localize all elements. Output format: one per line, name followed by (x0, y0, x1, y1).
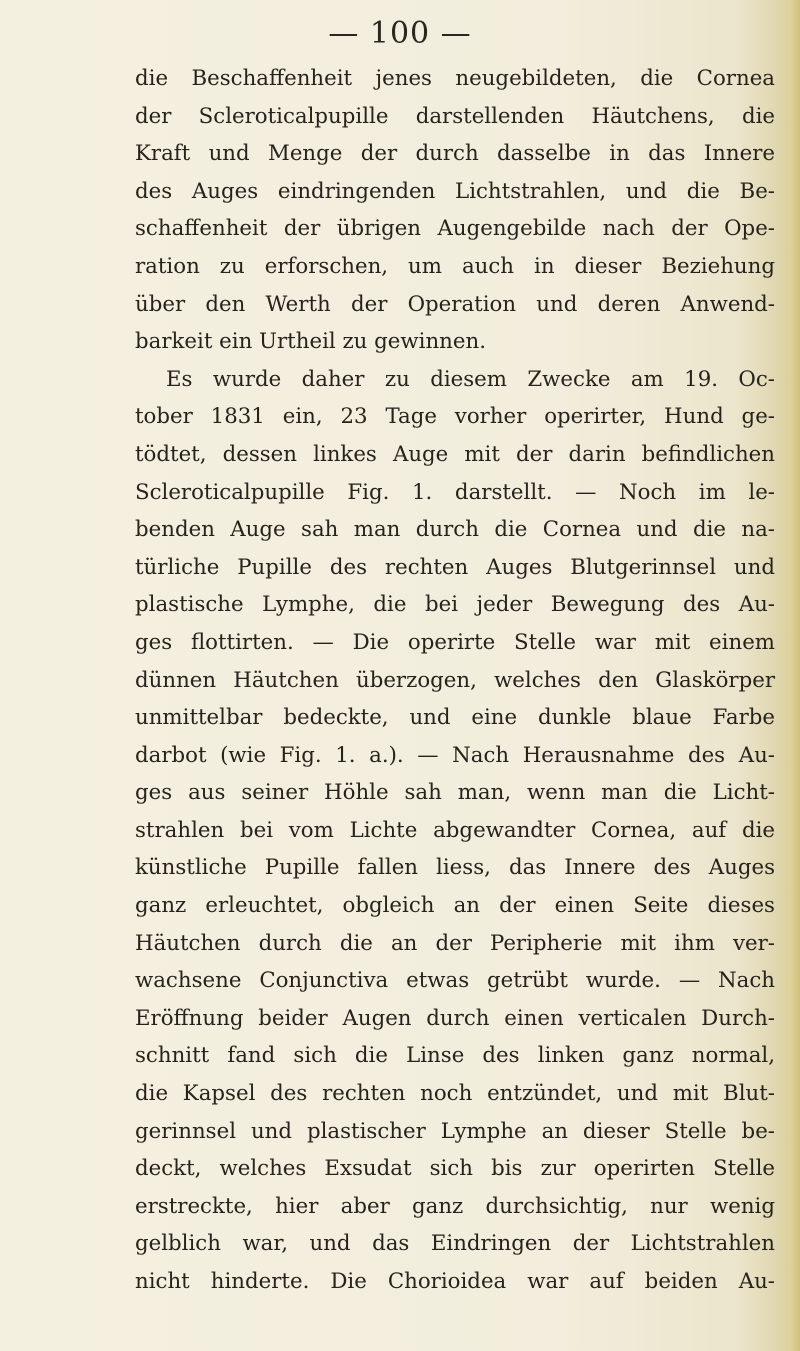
text-line: ganz erleuchtet, obgleich an der einen Seite dieses (135, 893, 775, 919)
text-line: tober 1831 ein, 23 Tage vorher operirter, Hund ge- (135, 404, 775, 430)
text-line: Eröffnung beider Augen durch einen verticalen Durch- (135, 1005, 775, 1031)
text-line: des Auges eindringenden Lichtstrahlen, und die Be- (135, 178, 775, 204)
text-line: strahlen bei vom Lichte abgewandter Cornea, auf die (135, 817, 775, 843)
text-line: ges flottirten. — Die operirte Stelle war mit einem (135, 629, 775, 655)
text-line: Häutchen durch die an der Peripherie mit ihm ver- (135, 930, 775, 956)
text-line: benden Auge sah man durch die Cornea und die na- (135, 517, 775, 543)
text-line: ration zu erforschen, um auch in dieser Beziehung (135, 253, 775, 279)
text-line: Scleroticalpupille Fig. 1. darstellt. — Noch im le- (135, 479, 775, 505)
text-line: plastische Lymphe, die bei jeder Bewegung des Au- (135, 592, 775, 618)
text-line: künstliche Pupille fallen liess, das Innere des Auges (135, 855, 775, 881)
text-line: der Scleroticalpupille darstellenden Häutchens, die (135, 103, 775, 129)
text-line: über den Werth der Operation und deren Anwend- (135, 291, 775, 317)
text-line: gelblich war, und das Eindringen der Lichtstrahlen (135, 1231, 775, 1257)
text-line: Kraft und Menge der durch dasselbe in das Innere (135, 141, 775, 167)
text-line: dünnen Häutchen überzogen, welches den Glaskörper (135, 667, 775, 693)
body-text (135, 60, 775, 1301)
text-line: die Kapsel des rechten noch entzündet, und mit Blut- (135, 1081, 775, 1107)
text-line: tödtet, dessen linkes Auge mit der darin befindlichen (135, 441, 775, 467)
text-line: barkeit ein Urtheil zu gewinnen. (135, 329, 486, 355)
text-line: deckt, welches Exsudat sich bis zur operirten Stelle (135, 1156, 775, 1182)
text-line: die Beschaffenheit jenes neugebildeten, die Cornea (135, 66, 775, 91)
text-line: unmittelbar bedeckte, und eine dunkle blaue Farbe (135, 705, 775, 731)
text-line: darbot (wie Fig. 1. a.). — Nach Herausnahme des Au- (135, 742, 775, 768)
text-line: Es wurde daher zu diesem Zwecke am 19. Oc- (166, 366, 775, 392)
text-line: schnitt fand sich die Linse des linken ganz normal, (135, 1043, 775, 1069)
text-line: erstreckte, hier aber ganz durchsichtig, nur wenig (135, 1193, 775, 1219)
page-edge-shadow (778, 0, 800, 1351)
text-line: türliche Pupille des rechten Auges Blutgerinnsel und (135, 554, 775, 580)
text-line: nicht hinderte. Die Chorioidea war auf beiden Au- (135, 1269, 775, 1294)
text-line: wachsene Conjunctiva etwas getrübt wurde. — Nach (135, 968, 775, 994)
text-line: ges aus seiner Höhle sah man, wenn man die Licht- (135, 780, 775, 806)
text-line: gerinnsel und plastischer Lymphe an dieser Stelle be- (135, 1118, 775, 1144)
text-line: schaffenheit der übrigen Augengebilde nach der Ope- (135, 216, 775, 242)
page-number: — 100 — (328, 16, 472, 51)
